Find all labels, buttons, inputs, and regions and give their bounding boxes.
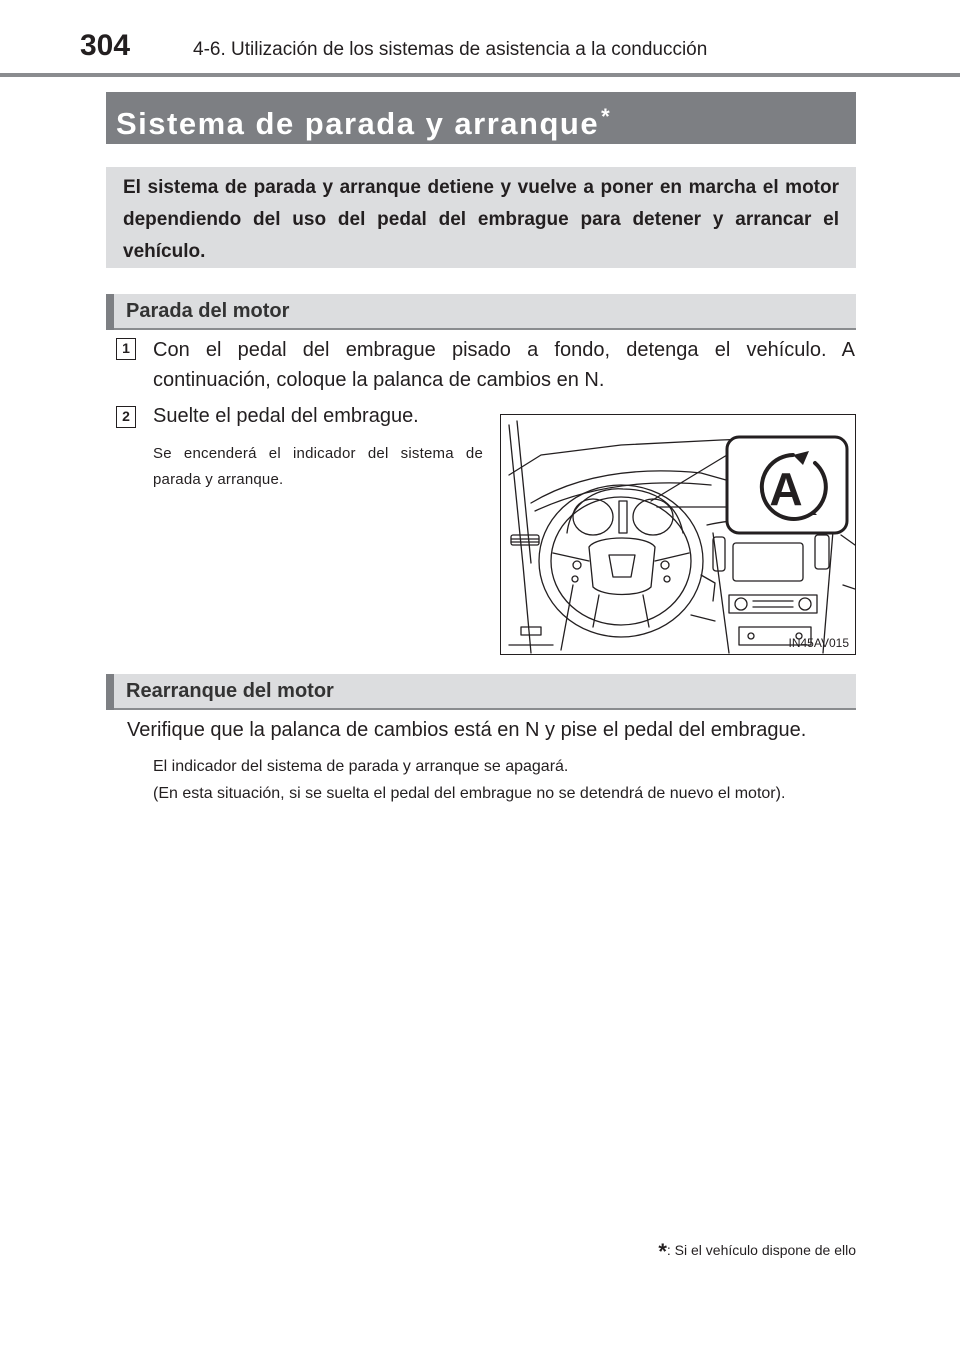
running-head: 4-6. Utilización de los sistemas de asistencia a la conducción — [193, 39, 708, 60]
footnote — [658, 1240, 856, 1262]
section-title: Rearranque del motor — [126, 680, 334, 702]
section-accent — [106, 674, 114, 710]
section-accent — [106, 294, 114, 330]
restart-text: Verifique que la palanca de cambios está en N y pise el pedal del embrague. — [127, 719, 807, 741]
dashboard-illustration — [500, 414, 856, 655]
page-title-text: Sistema de parada y arranque — [116, 106, 600, 141]
header-rule — [0, 73, 960, 77]
section-title: Parada del motor — [126, 300, 290, 322]
section-header-engine-restart — [106, 674, 856, 710]
step-number-1: 1 — [116, 338, 136, 360]
footnote-mark: * — [658, 1239, 667, 1264]
indicator-letter: A — [769, 463, 803, 515]
step-number-2: 2 — [116, 406, 136, 428]
dashboard-drawing — [501, 415, 856, 655]
step-note-2: Se encenderá el indicador del sistema de parada y arranque. — [153, 445, 483, 488]
page-title — [116, 97, 611, 144]
footnote-text: : Si el vehículo dispone de ello — [666, 1242, 856, 1258]
page-number: 304 — [80, 29, 131, 62]
step-text-1: Con el pedal del embrague pisado a fondo, detenga el vehículo. A continuación, coloque la palanca de cambios en N. — [153, 339, 855, 391]
intro-text: El sistema de parada y arranque detiene y vuelve a poner en marcha el motor dependiendo del uso del pedal del embrague para detener y arrancar el vehículo. — [123, 177, 839, 262]
figure-code: IN45AV015 — [788, 636, 849, 650]
restart-note-1: El indicador del sistema de parada y arranque se apagará. — [153, 758, 569, 775]
title-footnote-mark: * — [601, 104, 612, 129]
restart-note-2: (En esta situación, si se suelta el pedal del embrague no se detendrá de nuevo el motor). — [153, 785, 786, 802]
step-text-2: Suelte el pedal del embrague. — [153, 405, 419, 427]
section-header-engine-stop — [106, 294, 856, 330]
